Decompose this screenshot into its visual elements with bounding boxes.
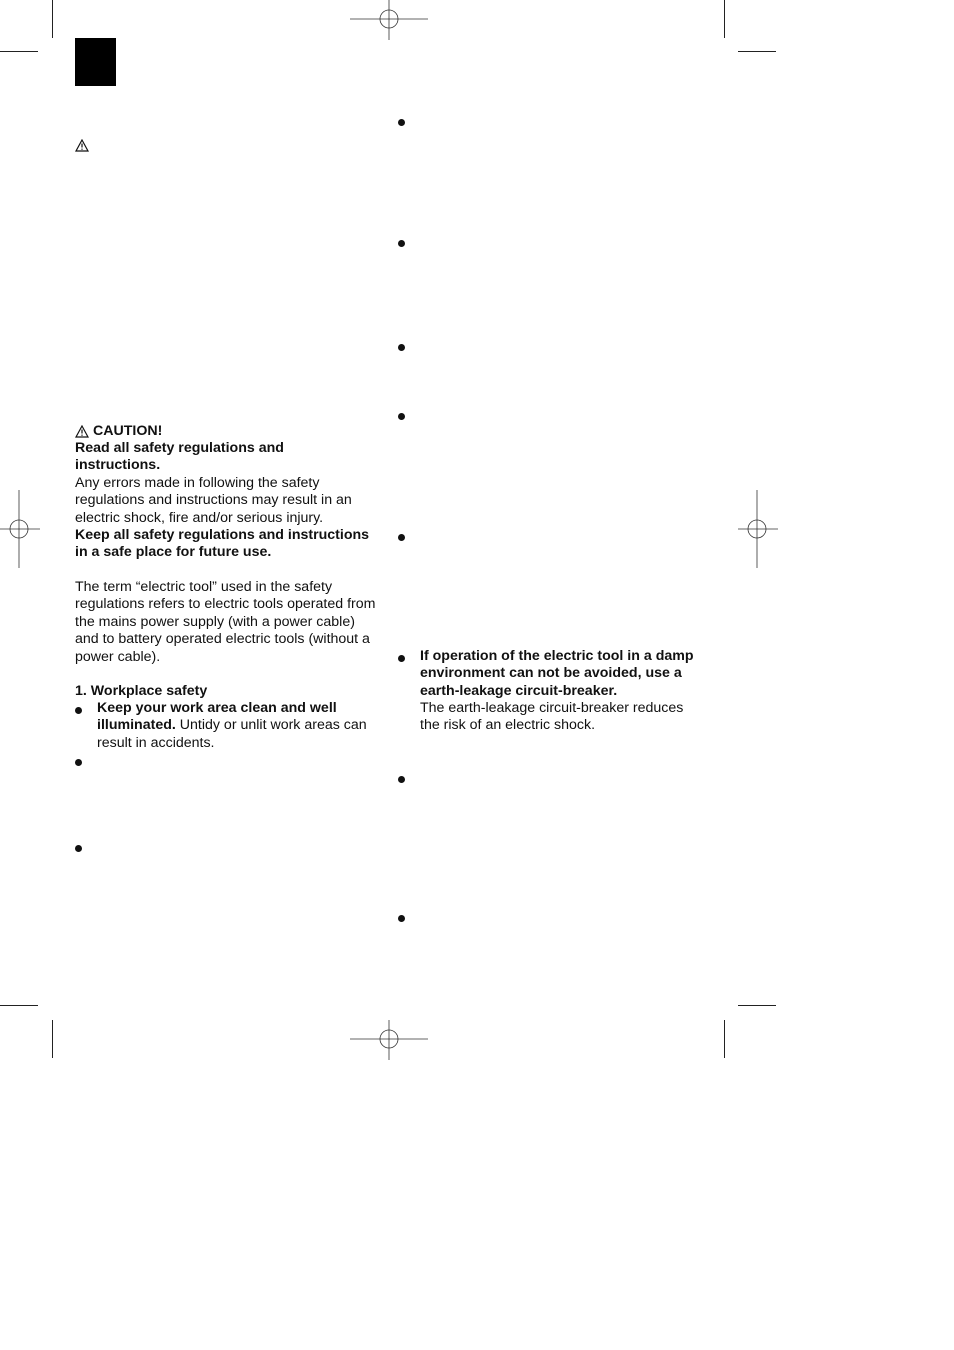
caution-intro-text: Any errors made in following the safety regulations and instructions may result in an electric shock, fire and/or serious injury.: [75, 475, 352, 526]
bullet-dot-icon: [398, 776, 405, 783]
registration-mark-icon: [0, 490, 40, 568]
damp-environment-text: The earth-leakage circuit-breaker reduces the risk of an electric shock.: [420, 700, 684, 734]
damp-environment-bold: If operation of the electric tool in a damp environment can not be avoided, use a earth-leakage circuit-breaker.: [420, 648, 694, 699]
crop-mark: [738, 1005, 776, 1006]
bullet-dot-icon: [75, 759, 82, 766]
bullet-dot-icon: [398, 534, 405, 541]
warning-triangle-icon: [75, 425, 89, 438]
caution-keep-bold: Keep all safety regulations and instructions in a safe place for future use.: [75, 527, 370, 561]
list-item-bold: Keep your work area clean and well illuminated.: [97, 700, 337, 734]
bullet-dot-icon: [75, 845, 82, 852]
caution-heading: CAUTION!: [93, 423, 163, 439]
list-item-text: Untidy or unlit work areas can result in accidents.: [97, 717, 367, 751]
crop-mark: [52, 1020, 53, 1058]
crop-mark: [738, 51, 776, 52]
term-paragraph: The term “electric tool” used in the safety regulations refers to electric tools operated from the mains power supply (with a power cable) and to battery operated electric tools (without a power cable).: [75, 579, 376, 665]
crop-mark: [52, 0, 53, 38]
warning-triangle-icon: [75, 139, 89, 152]
registration-mark-icon: [350, 1020, 428, 1060]
list-item: [97, 700, 377, 752]
bullet-dot-icon: [398, 240, 405, 247]
bullet-dot-icon: [398, 413, 405, 420]
language-tab-box: [75, 38, 116, 86]
registration-mark-icon: [738, 490, 778, 568]
bullet-dot-icon: [398, 655, 405, 662]
crop-mark: [724, 1020, 725, 1058]
bullet-dot-icon: [398, 119, 405, 126]
crop-mark: [0, 1005, 38, 1006]
section-heading-workplace-safety: 1. Workplace safety: [75, 683, 208, 699]
crop-mark: [724, 0, 725, 38]
registration-mark-icon: [350, 0, 428, 40]
bullet-dot-icon: [75, 707, 82, 714]
bullet-dot-icon: [398, 344, 405, 351]
caution-intro-bold: Read all safety regulations and instructions.: [75, 440, 284, 474]
bullet-dot-icon: [398, 915, 405, 922]
crop-mark: [0, 51, 38, 52]
